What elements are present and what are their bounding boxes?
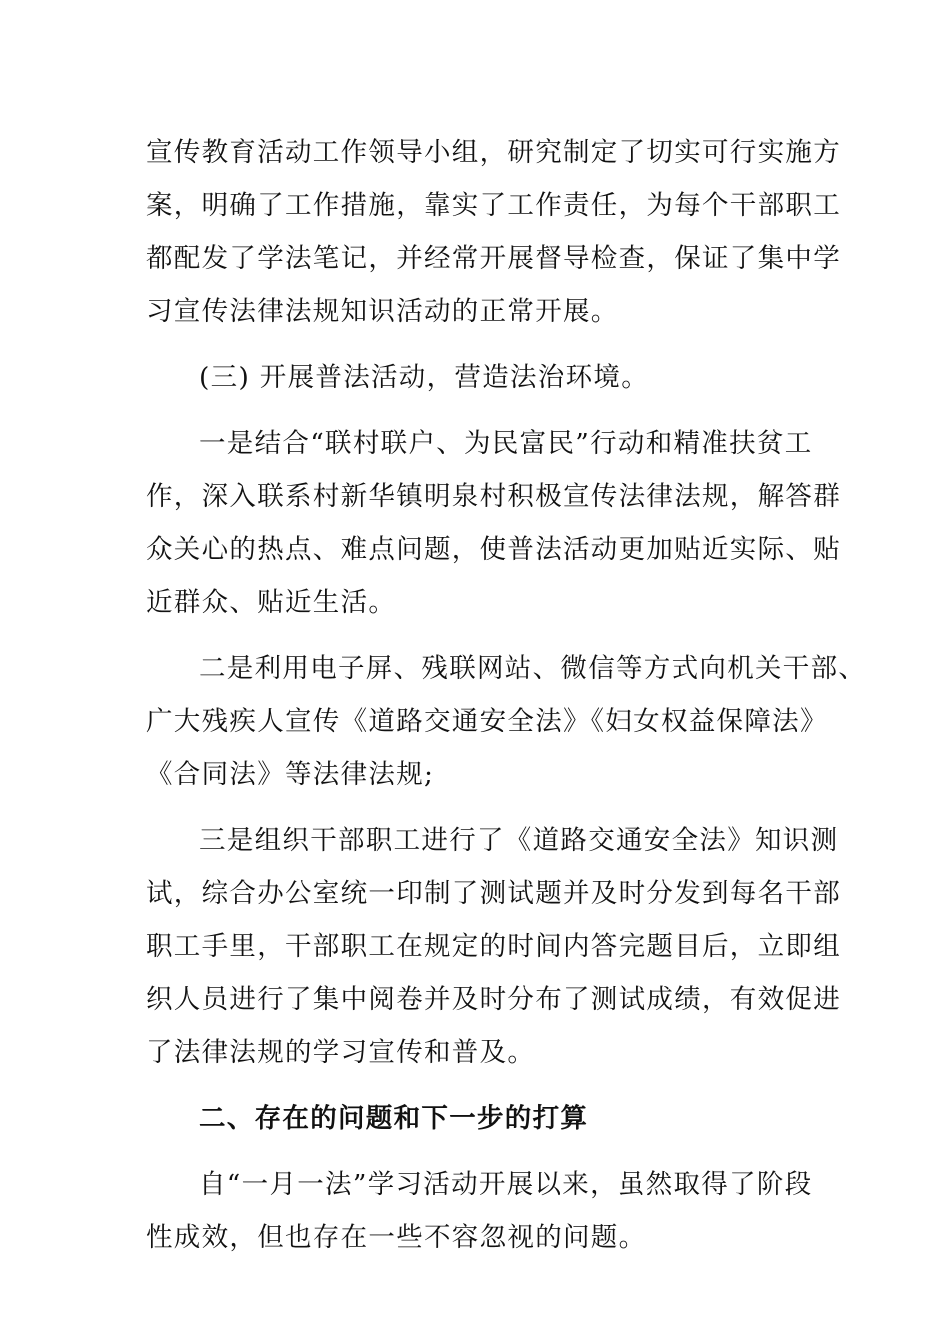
document-page	[146, 126, 867, 1264]
text-line: 案，明确了工作措施，靠实了工作责任，为每个干部职工	[146, 190, 841, 221]
text-line: 《合同法》等法律法规;	[146, 759, 435, 790]
text-line: 三是组织干部职工进行了《道路交通安全法》知识测	[199, 825, 839, 856]
text-line: 性成效，但也存在一些不容忽视的问题。	[146, 1222, 647, 1253]
text-line: 二、存在的问题和下一步的打算	[199, 1103, 589, 1134]
text-line: 近群众、贴近生活。	[146, 587, 397, 618]
text-line: 宣传教育活动工作领导小组，研究制定了切实可行实施方	[146, 137, 841, 168]
text-line: 习宣传法律法规知识活动的正常开展。	[146, 296, 619, 327]
paragraph-point-three	[146, 814, 841, 1079]
text-line: 了法律法规的学习宣传和普及。	[146, 1037, 536, 1068]
text-line: 都配发了学法笔记，并经常开展督导检查，保证了集中学	[146, 243, 841, 274]
paragraph-point-two	[146, 642, 867, 801]
paragraph-point-one	[146, 417, 841, 629]
text-line: 试，综合办公室统一印制了测试题并及时分发到每名干部	[146, 878, 841, 909]
text-line: 广大残疾人宣传《道路交通安全法》《妇女权益保障法》	[146, 706, 828, 737]
paragraph-leadership-group	[146, 126, 841, 338]
text-line: 作，深入联系村新华镇明泉村积极宣传法律法规，解答群	[146, 481, 841, 512]
subheading-legal-activities	[146, 351, 802, 404]
text-line: 一是结合“联村联户、为民富民”行动和精准扶贫工	[199, 428, 813, 459]
text-line: (三) 开展普法活动，营造法治环境。	[199, 362, 650, 393]
text-line: 众关心的热点、难点问题，使普法活动更加贴近实际、贴	[146, 534, 841, 565]
paragraph-problems-intro	[146, 1158, 813, 1264]
section-heading-problems	[146, 1092, 802, 1145]
text-line: 二是利用电子屏、残联网站、微信等方式向机关干部、	[199, 653, 867, 684]
text-line: 职工手里，干部职工在规定的时间内答完题目后，立即组	[146, 931, 841, 962]
text-line: 织人员进行了集中阅卷并及时分布了测试成绩，有效促进	[146, 984, 841, 1015]
text-line: 自“一月一法”学习活动开展以来，虽然取得了阶段	[199, 1169, 813, 1200]
